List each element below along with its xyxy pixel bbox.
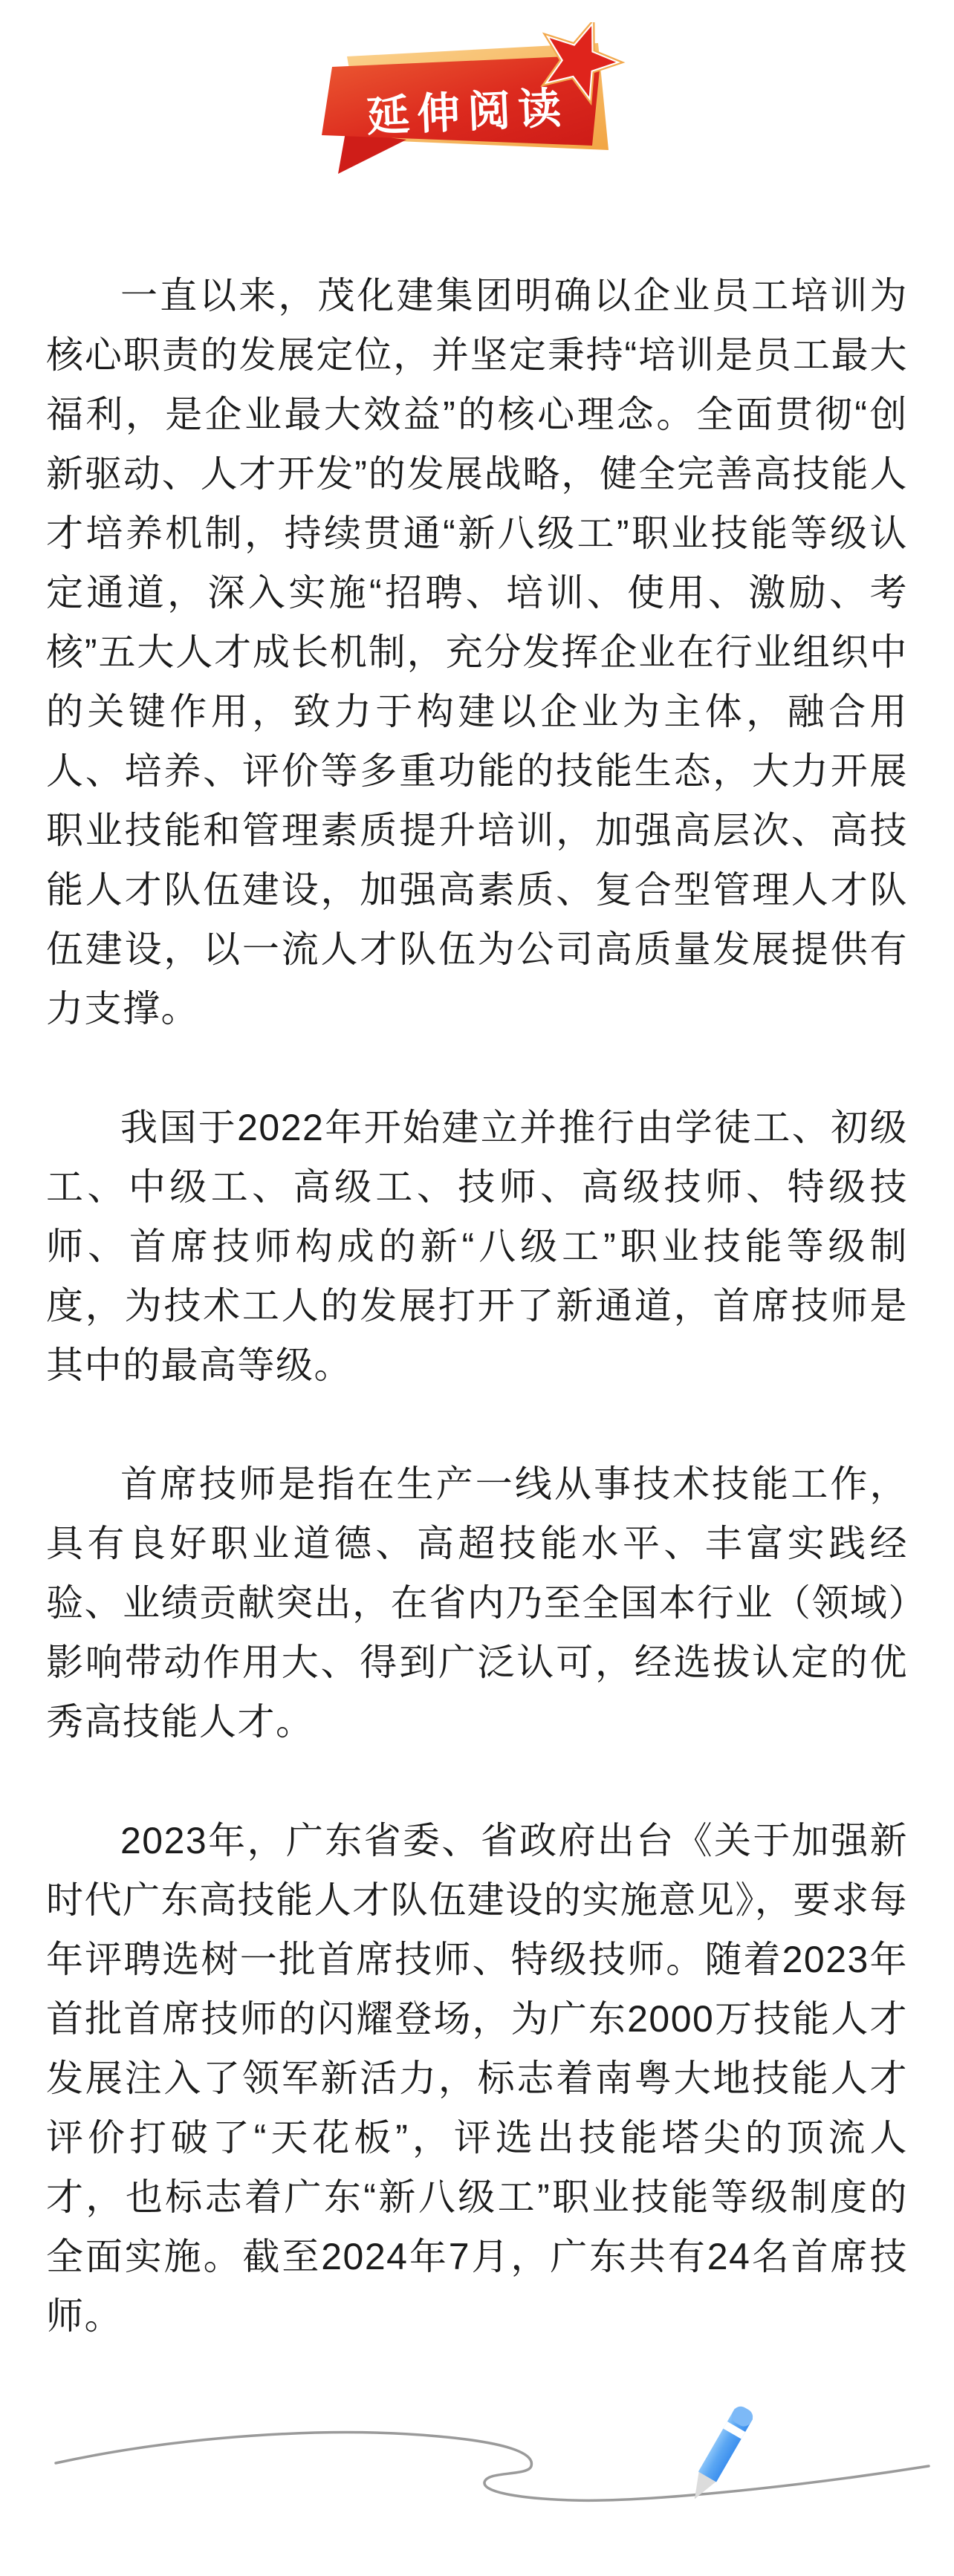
banner-title: 延伸阅读: [365, 83, 570, 141]
paragraph-1: 一直以来，茂化建集团明确以企业员工培训为核心职责的发展定位，并坚定秉持“培训是员工最大福利，是企业最大效益”的核心理念。全面贯彻“创新驱动、人才开发”的发展战略，健全完善高技能人才培养机制，持续贯通“新八级工”职业技能等级认定通道，深入实施“招聘、培训、使用、激励、考核”五大人才成长机制，充分发挥企业在行业组织中的关键作用，致力于构建以企业为主体，融合用人、培养、评价等多重功能的技能生态，大力开展职业技能和管理素质提升培训，加强高层次、高技能人才队伍建设，加强高素质、复合型管理人才队伍建设，以一流人才队伍为公司高质量发展提供有力支撑。: [46, 275, 908, 1030]
paragraph-3: 首席技师是指在生产一线从事技术技能工作，具有良好职业道德、高超技能水平、丰富实践经验、业绩贡献突出，在省内乃至全国本行业（领域）影响带动作用大、得到广泛认可，经选拔认定的优秀高技能人才。: [46, 1463, 908, 1743]
paragraph-4: 2023年，广东省委、省政府出台《关于加强新时代广东高技能人才队伍建设的实施意见》，要求每年评聘选树一批首席技师、特级技师。随着2023年首批首席技师的闪耀登场，为广东2000万技能人才发展注入了领军新活力，标志着南粤大地技能人才评价打破了“天花板”，评选出技能塔尖的顶流人才，也标志着广东“新八级工”职业技能等级制度的全面实施。截至2024年7月，广东共有24名首席技师。: [46, 1820, 908, 2337]
banner: [302, 22, 652, 201]
signature-graphic: [0, 2353, 954, 2576]
paragraph-2: 我国于2022年开始建立并推行由学徒工、初级工、中级工、高级工、技师、高级技师、特级技师、首席技师构成的新“八级工”职业技能等级制度，为技术工人的发展打开了新通道，首席技师是其中的最高等级。: [46, 1107, 908, 1386]
article-body: [0, 201, 954, 2346]
signature-line: [56, 2433, 929, 2501]
footer-decoration: [0, 2353, 954, 2576]
